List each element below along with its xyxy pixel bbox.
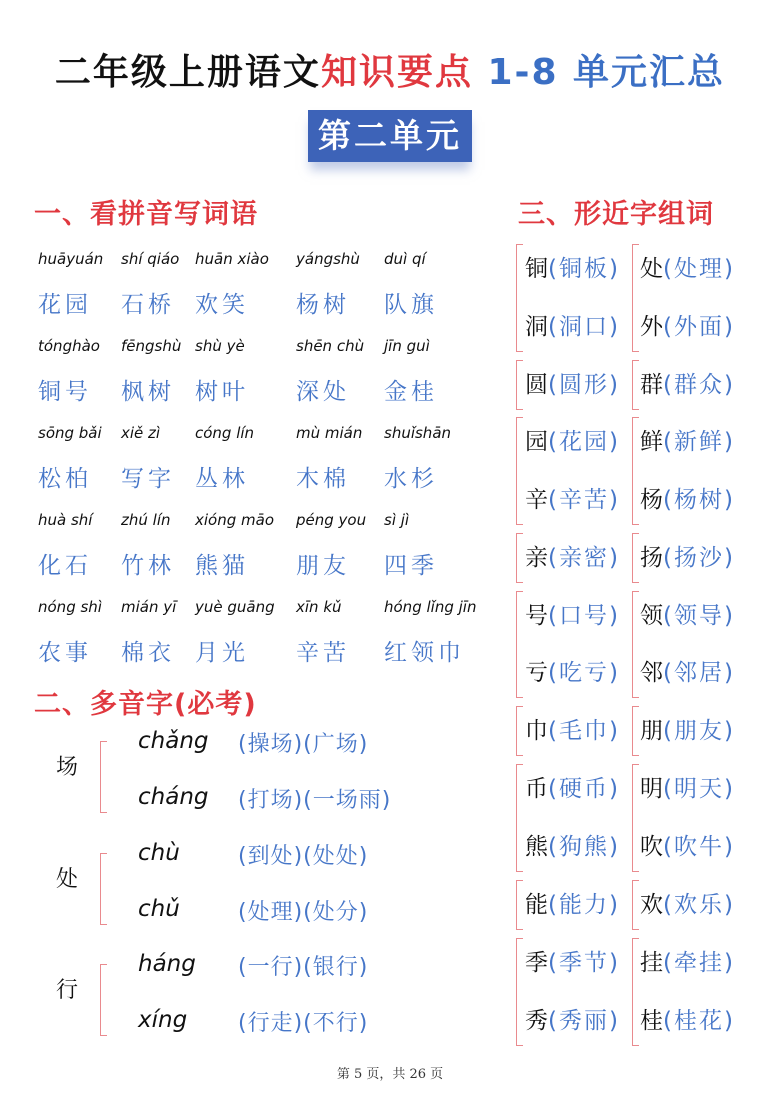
similar-bracket-left (516, 706, 523, 756)
similar-entry (640, 308, 735, 341)
similar-entry (640, 1002, 735, 1035)
page-footer: 第 5 页，共 26 页 (336, 1067, 444, 1082)
vocab-word: 棉衣 (121, 640, 175, 666)
vocab-word: 竹林 (121, 553, 175, 579)
similar-bracket-right (632, 880, 639, 930)
similar-char: 邻 (640, 660, 663, 686)
vocab-pinyin: sì jì (384, 511, 410, 529)
similar-char: 铜 (525, 256, 548, 282)
polyphone-pinyin: háng (138, 951, 196, 977)
similar-word: (花园) (548, 429, 620, 455)
polyphone-examples: (处理)(处分) (238, 900, 369, 925)
similar-bracket-left (516, 533, 523, 583)
vocab-word: 杨树 (296, 292, 350, 318)
similar-word: (狗熊) (548, 834, 620, 860)
similar-entry (640, 886, 735, 919)
similar-bracket-left (516, 938, 523, 1046)
similar-char: 园 (525, 429, 548, 455)
polyphone-examples: (操场)(广场) (238, 732, 369, 757)
title-part-3: 1-8 单元汇总 (472, 52, 726, 93)
similar-word: (领导) (663, 603, 735, 629)
similar-bracket-left (516, 360, 523, 410)
vocab-word: 丛林 (195, 466, 249, 492)
polyphone-bracket (100, 741, 107, 813)
section-heading-polyphone: 二、多音字(必考) (34, 689, 257, 720)
vocab-pinyin: duì qí (384, 250, 426, 268)
polyphone-pinyin: chǎng (138, 728, 209, 754)
vocab-word: 化石 (38, 553, 92, 579)
vocab-pinyin: nóng shì (38, 598, 102, 616)
vocab-pinyin: huān xiào (195, 250, 269, 268)
vocab-pinyin: shuǐshān (384, 424, 452, 442)
similar-entry (525, 712, 620, 745)
similar-word: (新鲜) (663, 429, 735, 455)
similar-entry (640, 828, 735, 861)
vocab-pinyin: huāyuán (38, 250, 104, 268)
similar-entry (640, 366, 735, 399)
vocab-word: 金桂 (384, 379, 438, 405)
similar-entry (640, 654, 735, 687)
similar-word: (处理) (663, 256, 735, 282)
vocab-word: 铜号 (38, 379, 92, 405)
vocab-word: 欢笑 (195, 292, 249, 318)
similar-char: 洞 (525, 314, 548, 340)
vocab-word: 四季 (384, 553, 438, 579)
similar-word: (明天) (663, 776, 735, 802)
similar-word: (吹牛) (663, 834, 735, 860)
vocab-pinyin: xiě zì (121, 424, 161, 442)
similar-bracket-left (516, 764, 523, 872)
similar-word: (季节) (548, 950, 620, 976)
vocab-pinyin: hóng lǐng jīn (384, 598, 477, 616)
similar-bracket-left (516, 244, 523, 352)
vocab-pinyin: huà shí (38, 511, 93, 529)
similar-entry (525, 423, 620, 456)
polyphone-pinyin: cháng (138, 784, 209, 810)
vocab-pinyin: mù mián (296, 424, 363, 442)
vocab-word: 水杉 (384, 466, 438, 492)
polyphone-char: 场 (56, 755, 79, 780)
title-part-2: 知识要点 (320, 52, 473, 93)
vocab-word: 深处 (296, 379, 350, 405)
similar-char: 季 (525, 950, 548, 976)
similar-bracket-right (632, 533, 639, 583)
similar-word: (邻居) (663, 660, 735, 686)
similar-char: 熊 (525, 834, 548, 860)
similar-word: (杨树) (663, 487, 735, 513)
page-title (0, 44, 780, 95)
vocab-word: 农事 (38, 640, 92, 666)
vocab-pinyin: shēn chù (296, 337, 365, 355)
similar-entry (525, 597, 620, 630)
similar-char: 巾 (525, 718, 548, 744)
vocab-pinyin: xióng māo (195, 511, 274, 529)
polyphone-pinyin: chù (138, 840, 180, 866)
similar-bracket-right (632, 417, 639, 525)
similar-bracket-right (632, 360, 639, 410)
similar-word: (牵挂) (663, 950, 735, 976)
similar-char: 号 (525, 603, 548, 629)
similar-entry (525, 250, 620, 283)
similar-char: 亏 (525, 660, 548, 686)
polyphone-examples: (到处)(处处) (238, 844, 369, 869)
similar-entry (640, 770, 735, 803)
vocab-word: 写字 (121, 466, 175, 492)
vocab-word: 队旗 (384, 292, 438, 318)
vocab-pinyin: shí qiáo (121, 250, 180, 268)
vocab-pinyin: shù yè (195, 337, 245, 355)
similar-char: 圆 (525, 372, 548, 398)
vocab-pinyin: cóng lín (195, 424, 255, 442)
similar-entry (640, 423, 735, 456)
similar-word: (朋友) (663, 718, 735, 744)
polyphone-char: 处 (56, 867, 79, 892)
vocab-word: 熊猫 (195, 553, 249, 579)
similar-char: 明 (640, 776, 663, 802)
similar-word: (扬沙) (663, 545, 735, 571)
vocab-pinyin: xīn kǔ (296, 598, 342, 616)
similar-word: (亲密) (548, 545, 620, 571)
vocab-word: 红领巾 (384, 640, 465, 666)
similar-entry (525, 539, 620, 572)
similar-word: (桂花) (663, 1008, 735, 1034)
similar-bracket-right (632, 244, 639, 352)
similar-char: 外 (640, 314, 663, 340)
similar-word: (铜板) (548, 256, 620, 282)
similar-word: (毛巾) (548, 718, 620, 744)
similar-entry (525, 1002, 620, 1035)
polyphone-pinyin: chǔ (138, 896, 180, 922)
similar-entry (640, 712, 735, 745)
similar-char: 辛 (525, 487, 548, 513)
similar-char: 领 (640, 603, 663, 629)
similar-bracket-right (632, 706, 639, 756)
similar-entry (525, 308, 620, 341)
similar-char: 处 (640, 256, 663, 282)
similar-bracket-right (632, 938, 639, 1046)
similar-word: (群众) (663, 372, 735, 398)
similar-word: (吃亏) (548, 660, 620, 686)
similar-char: 杨 (640, 487, 663, 513)
similar-char: 鲜 (640, 429, 663, 455)
similar-entry (640, 944, 735, 977)
similar-entry (525, 366, 620, 399)
vocab-pinyin: tónghào (38, 337, 100, 355)
vocab-word: 枫树 (121, 379, 175, 405)
polyphone-examples: (一行)(银行) (238, 955, 369, 980)
similar-entry (525, 770, 620, 803)
similar-entry (525, 886, 620, 919)
vocab-word: 树叶 (195, 379, 249, 405)
similar-char: 群 (640, 372, 663, 398)
vocab-pinyin: fēngshù (121, 337, 182, 355)
vocab-pinyin: yuè guāng (195, 598, 275, 616)
similar-entry (640, 481, 735, 514)
similar-entry (525, 944, 620, 977)
similar-bracket-left (516, 417, 523, 525)
similar-word: (能力) (548, 892, 620, 918)
section-heading-similar: 三、形近字组词 (518, 199, 714, 230)
similar-entry (640, 250, 735, 283)
similar-entry (525, 654, 620, 687)
similar-entry (525, 481, 620, 514)
similar-char: 亲 (525, 545, 548, 571)
similar-char: 挂 (640, 950, 663, 976)
vocab-word: 辛苦 (296, 640, 350, 666)
similar-word: (欢乐) (663, 892, 735, 918)
vocab-pinyin: jīn guì (384, 337, 430, 355)
similar-word: (口号) (548, 603, 620, 629)
similar-entry (525, 828, 620, 861)
similar-char: 桂 (640, 1008, 663, 1034)
similar-word: (硬币) (548, 776, 620, 802)
vocab-word: 松柏 (38, 466, 92, 492)
similar-word: (秀丽) (548, 1008, 620, 1034)
polyphone-char: 行 (56, 978, 79, 1003)
polyphone-examples: (打场)(一场雨) (238, 788, 392, 813)
similar-char: 秀 (525, 1008, 548, 1034)
similar-entry (640, 539, 735, 572)
similar-word: (圆形) (548, 372, 620, 398)
vocab-word: 花园 (38, 292, 92, 318)
similar-word: (辛苦) (548, 487, 620, 513)
similar-entry (640, 597, 735, 630)
vocab-pinyin: mián yī (121, 598, 177, 616)
polyphone-bracket (100, 964, 107, 1036)
similar-char: 欢 (640, 892, 663, 918)
title-part-1: 二年级上册语文 (54, 52, 321, 93)
similar-word: (外面) (663, 314, 735, 340)
similar-bracket-left (516, 880, 523, 930)
vocab-pinyin: péng you (296, 511, 367, 529)
polyphone-pinyin: xíng (138, 1007, 188, 1033)
vocab-word: 月光 (195, 640, 249, 666)
polyphone-bracket (100, 853, 107, 925)
vocab-pinyin: sōng bǎi (38, 424, 102, 442)
vocab-pinyin: zhú lín (121, 511, 171, 529)
vocab-pinyin: yángshù (296, 250, 360, 268)
similar-bracket-right (632, 764, 639, 872)
vocab-word: 朋友 (296, 553, 350, 579)
section-heading-vocab: 一、看拼音写词语 (34, 199, 258, 230)
similar-word: (洞口) (548, 314, 620, 340)
unit-badge: 第二单元 (308, 110, 472, 162)
similar-char: 吹 (640, 834, 663, 860)
vocab-word: 木棉 (296, 466, 350, 492)
similar-char: 币 (525, 776, 548, 802)
similar-bracket-left (516, 591, 523, 698)
similar-char: 扬 (640, 545, 663, 571)
similar-char: 朋 (640, 718, 663, 744)
polyphone-examples: (行走)(不行) (238, 1011, 369, 1036)
similar-bracket-right (632, 591, 639, 698)
vocab-word: 石桥 (121, 292, 175, 318)
similar-char: 能 (525, 892, 548, 918)
